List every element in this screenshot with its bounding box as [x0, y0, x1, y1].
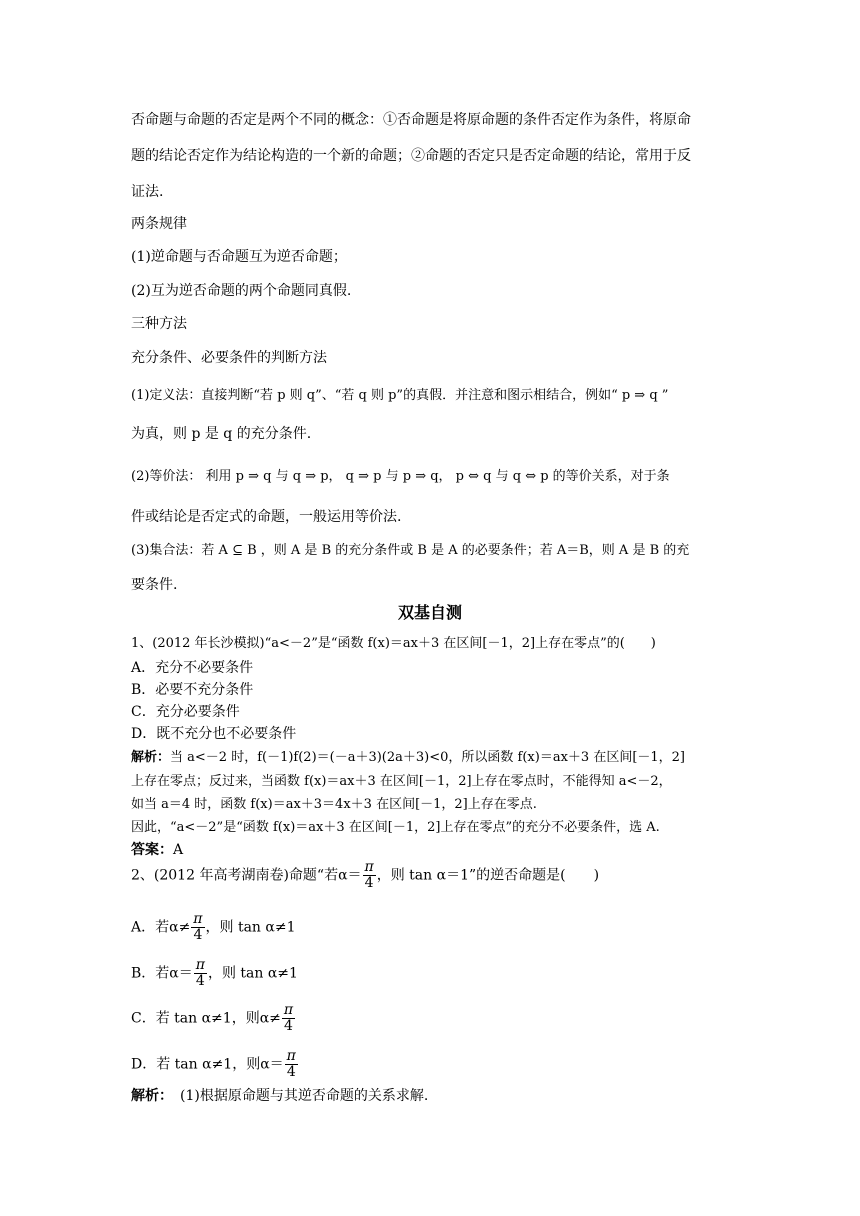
q1-solution-line-2: 上存在零点；反过来，当函数 f(x)＝ax＋3 在区间[－1，2]上存在零点时，不能得知 a<－2，	[131, 774, 672, 789]
methods-subtitle: 充分条件、必要条件的判断方法	[131, 350, 327, 366]
fraction-denominator: 4	[193, 927, 203, 943]
method-2-line-b: 件或结论是否定式的命题，一般运用等价法.	[131, 509, 402, 525]
q2-option-d	[131, 1049, 743, 1080]
pi-over-4-fraction	[285, 1049, 298, 1080]
section-title: 双基自测	[397, 603, 462, 622]
fraction-numerator: π	[193, 911, 203, 927]
q2-solution-label: 解析：	[131, 1088, 166, 1104]
pi-over-4-fraction	[191, 912, 204, 943]
q1-option-d: D．既不充分也不必要条件	[131, 726, 297, 742]
q1-solution-line-4: 因此，“a<－2”是“函数 f(x)＝ax＋3 在区间[－1，2]上存在零点”的充分不必要条件，选 A.	[131, 820, 660, 835]
fraction-denominator: 4	[286, 1064, 296, 1080]
method-1-line-b: 为真，则 p 是 q 的充分条件.	[131, 426, 312, 442]
para-line-1: 否命题与命题的否定是两个不同的概念：①否命题是将原命题的条件否定作为条件，将原命	[131, 112, 691, 128]
q1-solution-line-3: 如当 a＝4 时，函数 f(x)＝ax＋3＝4x＋3 在区间[－1，2]上存在零点.	[131, 797, 537, 812]
q2-option-b-pre: B．若α＝	[131, 965, 193, 982]
q1-solution-line-1	[131, 749, 743, 767]
method-2-line-a: (2)等价法： 利用 p ⇒ q 与 q ⇒ p， q ⇒ p 与 p ⇒ q， p ⇔ q 与 q ⇔ p 的等价关系，对于条	[131, 469, 670, 484]
pi-over-4-fraction	[282, 1003, 295, 1034]
fraction-denominator: 4	[284, 1018, 293, 1034]
rule-1: (1)逆命题与否命题互为逆否命题；	[131, 249, 347, 265]
q1-option-a: A．充分不必要条件	[131, 660, 254, 676]
para-line-2: 题的结论否定作为结论构造的一个新的命题；②命题的否定只是否定命题的结论，常用于反	[131, 148, 691, 164]
fraction-numerator: π	[195, 957, 205, 973]
q1-answer-label: 答案：	[131, 842, 173, 858]
q2-option-c	[131, 1003, 743, 1034]
q2-option-a-pre: A．若α≠	[131, 919, 191, 936]
q1-stem: 1、(2012 年长沙模拟)“a<－2”是“函数 f(x)＝ax＋3 在区间[－1，2]上存在零点”的( )	[131, 636, 656, 651]
q1-solution-text-1: 当 a<－2 时，f(－1)f(2)＝(－a＋3)(2a＋3)<0，所以函数 f(x)＝ax＋3 在区间[－1，2]	[170, 750, 686, 765]
rules-title: 两条规律	[131, 216, 187, 232]
fraction-denominator: 4	[364, 875, 374, 891]
q2-solution	[131, 1087, 743, 1105]
para-line-3: 证法.	[131, 184, 164, 200]
fraction-numerator: π	[286, 1048, 296, 1064]
q1-option-b: B．必要不充分条件	[131, 682, 254, 698]
q1-solution-label: 解析：	[131, 750, 171, 765]
pi-over-4-fraction	[194, 958, 207, 989]
q2-stem	[131, 860, 743, 891]
method-3-line-a: (3)集合法：若 A ⊆ B ，则 A 是 B 的充分条件或 B 是 A 的必要条件；若 A＝B，则 A 是 B 的充	[131, 543, 690, 558]
method-1-line-a: (1)定义法：直接判断“若 p 则 q”、“若 q 则 p”的真假．并注意和图示相结合，例如“ p ⇒ q ”	[131, 388, 669, 403]
q2-option-c-pre: C．若 tan α≠1，则α≠	[131, 1010, 281, 1027]
q1-answer	[131, 841, 743, 859]
q2-solution-text: (1)根据原命题与其逆否命题的关系求解.	[166, 1088, 429, 1104]
pi-over-4-fraction	[363, 860, 376, 891]
methods-title: 三种方法	[131, 316, 187, 332]
q2-option-b-post: ，则 tan α≠1	[207, 965, 298, 982]
q2-stem-post: ，则 tan α＝1”的逆否命题是( )	[376, 867, 600, 884]
fraction-numerator: π	[364, 859, 374, 875]
q1-option-c: C．充分必要条件	[131, 704, 240, 720]
q2-option-d-pre: D．若 tan α≠1，则α＝	[131, 1056, 284, 1073]
q2-option-a	[131, 912, 743, 943]
method-3-line-b: 要条件.	[131, 577, 178, 593]
q2-option-b	[131, 958, 743, 989]
rule-2: (2)互为逆否命题的两个命题同真假.	[131, 283, 352, 299]
fraction-denominator: 4	[195, 973, 205, 989]
q2-option-a-post: ，则 tan α≠1	[205, 919, 296, 936]
q1-answer-value: A	[173, 842, 184, 858]
fraction-numerator: π	[283, 1002, 294, 1018]
q2-stem-pre: 2、(2012 年高考湖南卷)命题“若α＝	[131, 867, 362, 884]
